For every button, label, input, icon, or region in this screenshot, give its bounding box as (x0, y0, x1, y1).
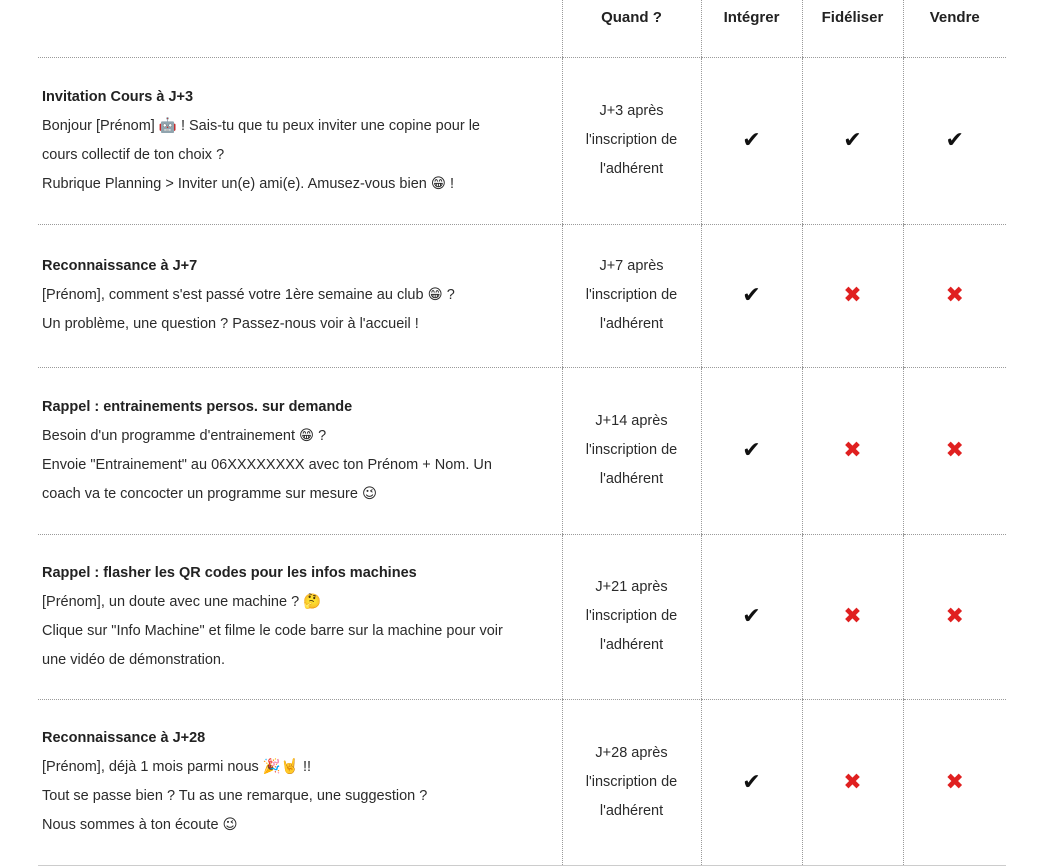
header-row (38, 0, 1006, 57)
when-line: l'adhérent (599, 316, 664, 332)
header-message (38, 0, 562, 57)
when-line: J+21 après (595, 579, 668, 595)
message-line: Tout se passe bien ? Tu as une remarque, une suggestion ? (42, 788, 428, 804)
when-line: J+14 après (595, 413, 668, 429)
check-icon: ✔ (742, 769, 761, 795)
message-cell (38, 367, 562, 534)
message-line: une vidéo de démonstration. (42, 651, 225, 668)
cross-icon: ✖ (843, 604, 862, 629)
when-line: l'adhérent (599, 161, 664, 177)
integrer-cell (701, 367, 802, 534)
when-line: J+28 après (595, 744, 668, 761)
message-line: [Prénom], un doute avec une machine ? 🤔 (42, 593, 322, 610)
message-title: Invitation Cours à J+3 (42, 88, 194, 105)
message-line: Un problème, une question ? Passez-nous voir à l'accueil ! (42, 316, 419, 332)
integrer-cell (701, 57, 802, 224)
message-cell (38, 57, 562, 224)
when-line: l'inscription de (585, 773, 678, 790)
message-line: [Prénom], comment s'est passé votre 1ère semaine au club 😁 ? (42, 287, 455, 303)
when-line: l'inscription de (585, 608, 678, 624)
fideliser-cell (802, 224, 903, 367)
when-cell (562, 224, 701, 367)
table-row (38, 367, 1006, 534)
header-integrer: Intégrer (701, 0, 802, 57)
cross-icon: ✖ (945, 283, 964, 308)
header-when: Quand ? (562, 0, 701, 57)
cross-icon: ✖ (843, 769, 862, 795)
message-line: Rubrique Planning > Inviter un(e) ami(e). Amusez-vous bien 😁 ! (42, 175, 455, 192)
table-row (38, 224, 1006, 367)
message-line: Besoin d'un programme d'entrainement 😁 ? (42, 427, 327, 444)
message-title: Reconnaissance à J+7 (42, 258, 198, 274)
message-line: Envoie "Entrainement" au 06XXXXXXXX avec ton Prénom + Nom. Un (42, 456, 492, 473)
message-cell (38, 699, 562, 865)
fideliser-cell (802, 699, 903, 865)
when-line: J+3 après (599, 103, 664, 119)
when-line: l'adhérent (599, 471, 664, 487)
cross-icon: ✖ (945, 604, 964, 629)
cross-icon: ✖ (843, 438, 862, 463)
campaign-table (38, 0, 1006, 866)
check-icon: ✔ (945, 128, 964, 153)
vendre-cell (903, 699, 1006, 865)
vendre-cell (903, 534, 1006, 699)
message-cell (38, 534, 562, 699)
vendre-cell (903, 367, 1006, 534)
when-line: l'inscription de (585, 132, 678, 148)
check-icon: ✔ (843, 128, 862, 153)
cross-icon: ✖ (843, 283, 862, 308)
cross-icon: ✖ (945, 438, 964, 463)
message-title: Rappel : flasher les QR codes pour les infos machines (42, 564, 417, 581)
check-icon: ✔ (742, 604, 761, 629)
when-cell (562, 699, 701, 865)
vendre-cell (903, 57, 1006, 224)
check-icon: ✔ (742, 283, 761, 308)
fideliser-cell (802, 367, 903, 534)
integrer-cell (701, 699, 802, 865)
when-line: J+7 après (599, 258, 664, 274)
message-line: [Prénom], déjà 1 mois parmi nous 🎉🤘 !! (42, 759, 312, 775)
when-cell (562, 367, 701, 534)
cross-icon: ✖ (945, 769, 964, 795)
when-line: l'inscription de (585, 442, 678, 458)
check-icon: ✔ (742, 128, 761, 153)
header-fideliser: Fidéliser (802, 0, 903, 57)
integrer-cell (701, 224, 802, 367)
campaign-table-container (38, 0, 1006, 833)
check-icon: ✔ (742, 438, 761, 463)
when-cell (562, 534, 701, 699)
fideliser-cell (802, 534, 903, 699)
fideliser-cell (802, 57, 903, 224)
message-line: cours collectif de ton choix ? (42, 146, 225, 163)
table-row (38, 699, 1006, 865)
message-title: Rappel : entrainements persos. sur demande (42, 398, 353, 415)
header-vendre: Vendre (903, 0, 1006, 57)
when-line: l'adhérent (599, 802, 664, 819)
message-title: Reconnaissance à J+28 (42, 730, 206, 746)
when-cell (562, 57, 701, 224)
message-line: Clique sur "Info Machine" et filme le code barre sur la machine pour voir (42, 622, 503, 639)
table-row (38, 534, 1006, 699)
message-cell (38, 224, 562, 367)
integrer-cell (701, 534, 802, 699)
vendre-cell (903, 224, 1006, 367)
message-line: Bonjour [Prénom] 🤖 ! Sais-tu que tu peux inviter une copine pour le (42, 117, 480, 134)
message-line: Nous sommes à ton écoute 😉 (42, 817, 238, 833)
when-line: l'inscription de (585, 287, 678, 303)
table-row (38, 57, 1006, 224)
message-line: coach va te concocter un programme sur mesure 😉 (42, 485, 378, 502)
when-line: l'adhérent (599, 637, 664, 653)
